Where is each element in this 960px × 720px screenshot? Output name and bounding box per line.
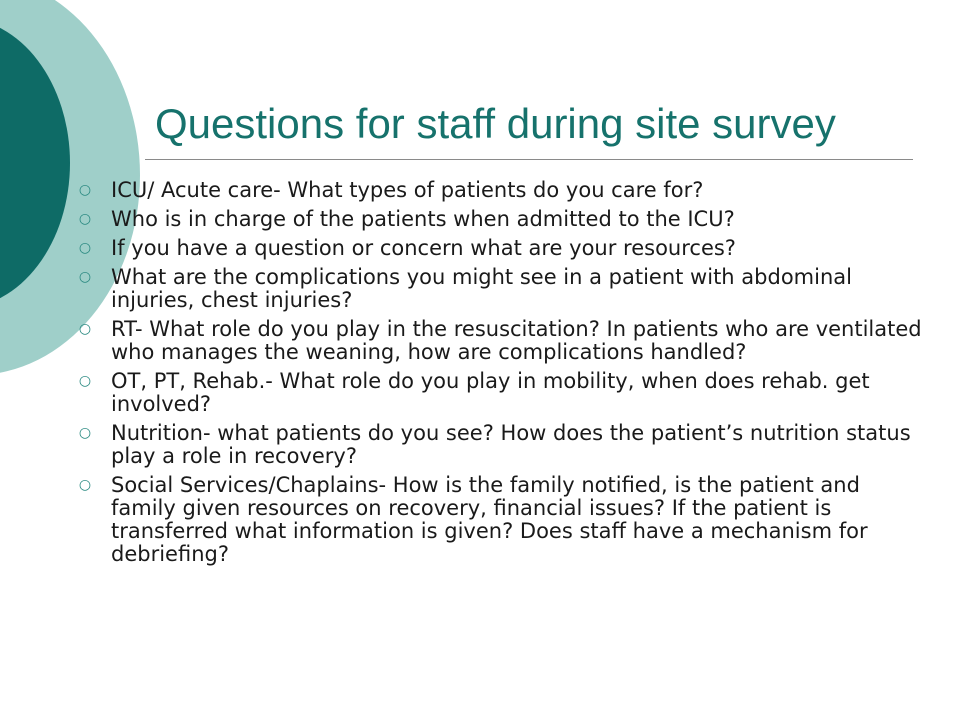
bullet-item bbox=[74, 237, 924, 260]
bullet-circle-icon: ○ bbox=[78, 425, 92, 441]
bullet-list bbox=[74, 179, 924, 572]
bullet-item bbox=[74, 208, 924, 231]
bullet-text: RT- What role do you play in the resuscitation? In patients who are ventilated who manages the weaning, how are complications handled? bbox=[111, 317, 922, 364]
bullet-text: OT, PT, Rehab.- What role do you play in mobility, when does rehab. get involved? bbox=[111, 369, 870, 416]
title-divider bbox=[145, 159, 913, 160]
bullet-circle-icon: ○ bbox=[78, 321, 92, 337]
bullet-circle-icon: ○ bbox=[78, 477, 92, 493]
bullet-item bbox=[74, 422, 924, 468]
bullet-text: ICU/ Acute care- What types of patients do you care for? bbox=[111, 178, 704, 202]
bullet-item bbox=[74, 179, 924, 202]
bullet-circle-icon: ○ bbox=[78, 269, 92, 285]
bullet-item bbox=[74, 318, 924, 364]
bullet-text: If you have a question or concern what are your resources? bbox=[111, 236, 736, 260]
bullet-circle-icon: ○ bbox=[78, 373, 92, 389]
bullet-text: What are the complications you might see in a patient with abdominal injuries, chest injuries? bbox=[111, 265, 852, 312]
bullet-circle-icon: ○ bbox=[78, 182, 92, 198]
bullet-circle-icon: ○ bbox=[78, 240, 92, 256]
bullet-item bbox=[74, 370, 924, 416]
bullet-item bbox=[74, 474, 924, 566]
bullet-text: Who is in charge of the patients when admitted to the ICU? bbox=[111, 207, 735, 231]
bullet-text: Social Services/Chaplains- How is the family notified, is the patient and family given resources on recovery, financial issues? If the patient is transferred what information is given? Does staff have a mechanism for debriefing? bbox=[111, 473, 868, 566]
bullet-text: Nutrition- what patients do you see? How does the patient’s nutrition status play a role in recovery? bbox=[111, 421, 911, 468]
bullet-item bbox=[74, 266, 924, 312]
slide-title: Questions for staff during site survey bbox=[155, 100, 836, 147]
bullet-circle-icon: ○ bbox=[78, 211, 92, 227]
